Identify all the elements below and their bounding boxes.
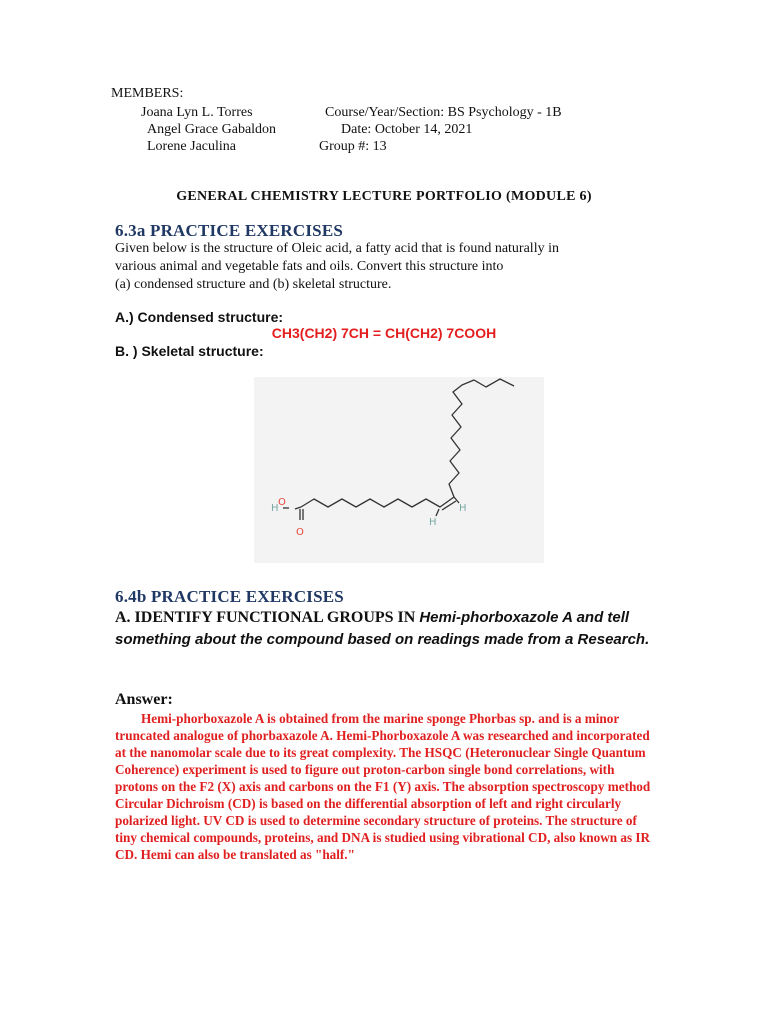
course-info: Course/Year/Section: BS Psychology - 1B	[325, 105, 562, 120]
question-heading	[115, 607, 675, 651]
member-name: Lorene Jaculina	[147, 139, 237, 154]
intro-line: (a) condensed structure and (b) skeletal structure.	[115, 277, 392, 292]
document-title: GENERAL CHEMISTRY LECTURE PORTFOLIO (MODULE 6)	[176, 189, 592, 204]
atom-label-h: H	[459, 503, 467, 514]
members-label: MEMBERS:	[111, 86, 184, 101]
condensed-formula: CH3(CH2) 7CH = CH(CH2) 7COOH	[271, 325, 497, 341]
section-heading-6-3a: 6.3a PRACTICE EXERCISES	[115, 221, 344, 240]
answer-paragraph: Hemi-phorboxazole A is obtained from the marine sponge Phorbas sp. and is a minor truncated analogue of phorbaxazole A. Hemi-Phorboxazole A was researched and incorporated at the nanomolar scale due to its great complexity. The HSQC (Heteronuclear Single Quantum Coherence) experiment is used to figure out proton-carbon single bond correlations, with protons on the F2 (X) axis and carbons on the F1 (Y) axis. The absorption spectroscopy method Circular Dichroism (CD) is based on the differential absorption of left and right circularly polarized light. UV CD is used to determine secondary structure of proteins. The structure of tiny chemical compounds, proteins, and DNA is studied using vibrational CD, also known as IR CD. Hemi can also be translated as "half."	[115, 711, 651, 862]
date-info: Date: October 14, 2021	[341, 122, 473, 137]
skeletal-label: B. ) Skeletal structure:	[115, 343, 264, 359]
skeletal-structure-figure	[254, 377, 544, 563]
section-heading-6-4b: 6.4b PRACTICE EXERCISES	[115, 587, 344, 606]
group-info: Group #: 13	[319, 139, 387, 154]
member-name: Angel Grace Gabaldon	[147, 122, 277, 137]
atom-label-h: H	[271, 503, 279, 514]
question-heading-italic: Hemi-phorboxazole A and tell something about the compound based on readings made from a Research.	[115, 609, 650, 648]
condensed-label: A.) Condensed structure:	[115, 309, 284, 325]
atom-label-h: H	[429, 517, 437, 528]
intro-line: various animal and vegetable fats and oils. Convert this structure into	[115, 259, 504, 274]
atom-label-o: O	[296, 527, 304, 538]
oleic-acid-skeleton	[254, 377, 544, 563]
intro-line: Given below is the structure of Oleic acid, a fatty acid that is found naturally in	[115, 241, 559, 256]
answer-label: Answer:	[115, 691, 173, 708]
atom-label-o: O	[278, 497, 286, 508]
member-name: Joana Lyn L. Torres	[141, 105, 253, 120]
question-heading-caps: A. IDENTIFY FUNCTIONAL GROUPS IN	[115, 609, 420, 626]
